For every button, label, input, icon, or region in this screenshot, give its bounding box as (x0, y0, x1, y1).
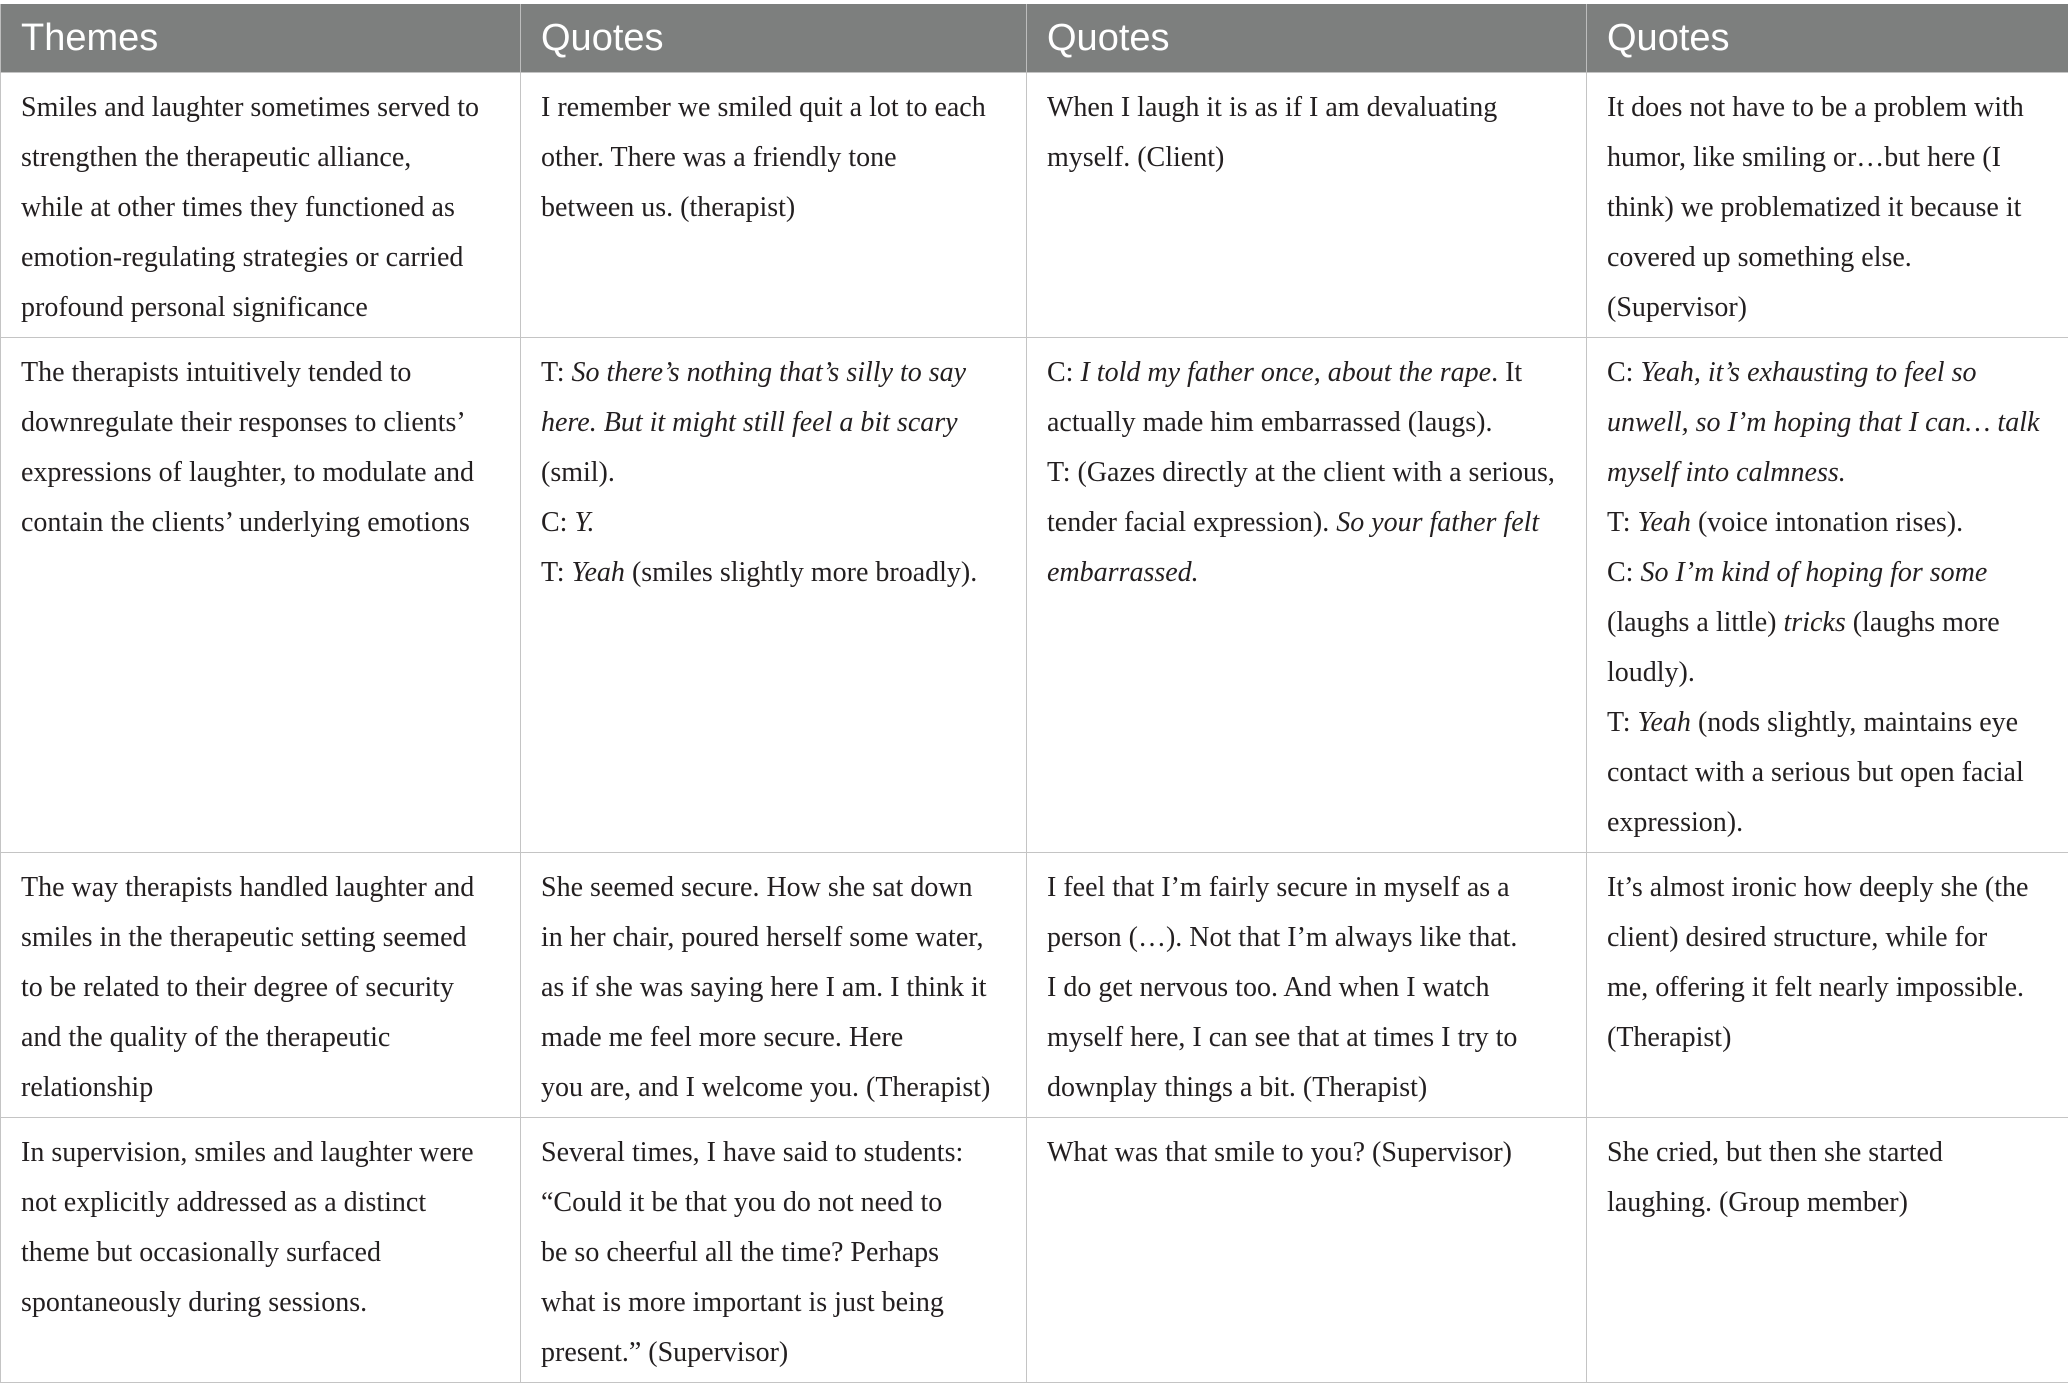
text-segment: downplay things a bit. (Therapist) (1047, 1072, 1428, 1103)
text-segment: think) we problematized it because it (1607, 192, 2022, 223)
text-line (541, 448, 1006, 498)
text-line (1607, 83, 2048, 133)
text-line (541, 963, 1006, 1013)
text-line (541, 1178, 1006, 1228)
text-line (1607, 748, 2048, 798)
italic-text: here. But it might still feel a bit scary (541, 407, 958, 438)
text-segment: while at other times they functioned as (21, 192, 455, 223)
text-segment: client) desired structure, while for (1607, 922, 1988, 953)
text-line (541, 83, 1006, 133)
text-segment: C: (1047, 357, 1081, 388)
text-line (21, 498, 500, 548)
quotes-table-container (0, 4, 2068, 1383)
text-line (21, 283, 500, 333)
text-segment: (smiles slightly more broadly). (624, 557, 978, 588)
text-segment: (voice intonation rises). (1690, 507, 1964, 538)
text-segment: T: (541, 357, 572, 388)
italic-text: Yeah (571, 557, 625, 588)
text-line (21, 863, 500, 913)
text-line (1047, 863, 1566, 913)
italic-text: unwell, so I’m hoping that I can… talk (1607, 407, 2040, 438)
text-segment: I feel that I’m fairly secure in myself as a (1047, 872, 1510, 903)
quote-cell (1587, 853, 2068, 1118)
text-segment: T: (1607, 707, 1638, 738)
text-segment: myself. (Client) (1047, 142, 1225, 173)
text-line (541, 498, 1006, 548)
text-line (1047, 348, 1566, 398)
text-line (21, 1278, 500, 1328)
quote-cell (1587, 338, 2068, 853)
text-line (541, 913, 1006, 963)
text-segment: “Could it be that you do not need to (541, 1187, 943, 1218)
table-row (1, 1118, 2068, 1383)
quote-cell (521, 1118, 1027, 1383)
table-header (1, 4, 2068, 73)
text-segment: The way therapists handled laughter and (21, 872, 475, 903)
italic-text: Yeah (1637, 507, 1691, 538)
text-line (1607, 348, 2048, 398)
text-line (21, 1178, 500, 1228)
text-segment: I do get nervous too. And when I watch (1047, 972, 1490, 1003)
text-line (541, 398, 1006, 448)
text-line (21, 963, 500, 1013)
text-line (21, 133, 500, 183)
quote-cell (1027, 853, 1587, 1118)
text-line (21, 183, 500, 233)
text-line (541, 133, 1006, 183)
italic-text: So your father felt (1336, 507, 1540, 538)
text-line (1047, 133, 1566, 183)
text-segment: laughing. (Group member) (1607, 1187, 1908, 1218)
text-line (1047, 1013, 1566, 1063)
header-quotes-1: Quotes (521, 4, 1027, 73)
text-segment: C: (541, 507, 575, 538)
text-line (21, 83, 500, 133)
text-line (541, 1328, 1006, 1378)
table-row (1, 73, 2068, 338)
italic-text: Yeah, it’s exhausting to feel so (1640, 357, 1977, 388)
text-segment: . It (1491, 357, 1523, 388)
text-line (1607, 448, 2048, 498)
text-segment: what is more important is just being (541, 1287, 944, 1318)
text-line (21, 913, 500, 963)
text-segment: What was that smile to you? (Supervisor) (1047, 1137, 1513, 1168)
text-segment: loudly). (1607, 657, 1695, 688)
quote-cell (521, 338, 1027, 853)
text-segment: myself here, I can see that at times I try to (1047, 1022, 1518, 1053)
text-segment: emotion-regulating strategies or carried (21, 242, 464, 273)
text-segment: present.” (Supervisor) (541, 1337, 789, 1368)
text-segment: theme but occasionally surfaced (21, 1237, 381, 1268)
text-segment: strengthen the therapeutic alliance, (21, 142, 412, 173)
text-line (1607, 1013, 2048, 1063)
text-line (1047, 448, 1566, 498)
text-segment: C: (1607, 557, 1641, 588)
text-line (1607, 398, 2048, 448)
text-segment: tender facial expression). (1047, 507, 1337, 538)
text-line (1607, 698, 2048, 748)
text-segment: (laughs a little) (1607, 607, 1784, 638)
text-line (21, 1228, 500, 1278)
text-segment: expressions of laughter, to modulate and (21, 457, 474, 488)
text-segment: not explicitly addressed as a distinct (21, 1187, 427, 1218)
text-line (1047, 963, 1566, 1013)
quote-cell (521, 73, 1027, 338)
text-segment: be so cheerful all the time? Perhaps (541, 1237, 940, 1268)
text-line (1607, 498, 2048, 548)
text-line (541, 348, 1006, 398)
theme-cell (1, 338, 521, 853)
header-quotes-3: Quotes (1587, 4, 2068, 73)
text-segment: C: (1607, 357, 1641, 388)
text-line (541, 1278, 1006, 1328)
text-segment: (Supervisor) (1607, 292, 1747, 323)
quote-cell (1027, 338, 1587, 853)
text-segment: me, offering it felt nearly impossible. (1607, 972, 2025, 1003)
text-line (21, 348, 500, 398)
text-line (1607, 283, 2048, 333)
text-line (1047, 548, 1566, 598)
italic-text: myself into calmness. (1607, 457, 1846, 488)
text-segment: contact with a serious but open facial (1607, 757, 2024, 788)
text-segment: made me feel more secure. Here (541, 1022, 904, 1053)
text-segment: T: (541, 557, 572, 588)
italic-text: embarrassed. (1047, 557, 1199, 588)
themes-quotes-table (0, 4, 2068, 1383)
text-segment: Several times, I have said to students: (541, 1137, 964, 1168)
text-line (541, 1128, 1006, 1178)
text-segment: as if she was saying here I am. I think it (541, 972, 987, 1003)
text-line (21, 233, 500, 283)
text-line (541, 548, 1006, 598)
text-line (21, 1128, 500, 1178)
text-segment: covered up something else. (1607, 242, 1912, 273)
text-segment: relationship (21, 1072, 154, 1103)
text-line (1607, 133, 2048, 183)
text-segment: T: (1607, 507, 1638, 538)
text-segment: profound personal significance (21, 292, 368, 323)
text-line (1607, 1128, 2048, 1178)
text-segment: spontaneously during sessions. (21, 1287, 368, 1318)
italic-text: Yeah (1637, 707, 1691, 738)
text-line (1047, 498, 1566, 548)
text-segment: When I laugh it is as if I am devaluating (1047, 92, 1498, 123)
text-segment: It does not have to be a problem with (1607, 92, 2024, 123)
text-segment: Smiles and laughter sometimes served to (21, 92, 480, 123)
text-line (1607, 233, 2048, 283)
text-line (1047, 913, 1566, 963)
text-segment: She cried, but then she started (1607, 1137, 1943, 1168)
text-line (21, 398, 500, 448)
text-line (1047, 1063, 1566, 1113)
text-segment: expression). (1607, 807, 1744, 838)
text-segment: (nods slightly, maintains eye (1690, 707, 2019, 738)
italic-text: So there’s nothing that’s silly to say (571, 357, 967, 388)
text-segment: (laughs more (1845, 607, 2000, 638)
text-line (1607, 863, 2048, 913)
text-segment: In supervision, smiles and laughter were (21, 1137, 474, 1168)
quote-cell (1027, 1118, 1587, 1383)
text-line (1607, 648, 2048, 698)
text-line (1047, 83, 1566, 133)
text-segment: I remember we smiled quit a lot to each (541, 92, 986, 123)
text-line (1047, 1128, 1566, 1178)
text-segment: She seemed secure. How she sat down (541, 872, 973, 903)
quote-cell (521, 853, 1027, 1118)
text-line (21, 448, 500, 498)
theme-cell (1, 73, 521, 338)
text-segment: T: (Gazes directly at the client with a serious, (1047, 457, 1555, 488)
text-segment: humor, like smiling or…but here (I (1607, 142, 2001, 173)
text-segment: and the quality of the therapeutic (21, 1022, 391, 1053)
header-quotes-2: Quotes (1027, 4, 1587, 73)
text-line (1607, 963, 2048, 1013)
text-segment: other. There was a friendly tone (541, 142, 897, 173)
table-row (1, 338, 2068, 853)
text-line (1607, 183, 2048, 233)
quote-cell (1587, 1118, 2068, 1383)
text-line (541, 1063, 1006, 1113)
text-line (21, 1013, 500, 1063)
text-line (1607, 1178, 2048, 1228)
text-segment: (Therapist) (1607, 1022, 1732, 1053)
text-segment: It’s almost ironic how deeply she (the (1607, 872, 2029, 903)
text-segment: The therapists intuitively tended to (21, 357, 412, 388)
text-line (21, 1063, 500, 1113)
quote-cell (1587, 73, 2068, 338)
text-line (1607, 913, 2048, 963)
italic-text: tricks (1783, 607, 1846, 638)
text-segment: smiles in the therapeutic setting seemed (21, 922, 467, 953)
text-line (1607, 798, 2048, 848)
text-segment: downregulate their responses to clients’ (21, 407, 466, 438)
text-line (541, 1013, 1006, 1063)
text-line (541, 863, 1006, 913)
text-line (541, 183, 1006, 233)
text-segment: contain the clients’ underlying emotions (21, 507, 470, 538)
text-line (1607, 598, 2048, 648)
text-line (1607, 548, 2048, 598)
header-row (1, 4, 2068, 73)
text-segment: between us. (therapist) (541, 192, 796, 223)
text-segment: you are, and I welcome you. (Therapist) (541, 1072, 991, 1103)
header-themes: Themes (1, 4, 521, 73)
italic-text: I told my father once, about the rape (1080, 357, 1492, 388)
theme-cell (1, 1118, 521, 1383)
text-segment: actually made him embarrassed (laugs). (1047, 407, 1493, 438)
table-body (1, 73, 2068, 1383)
quote-cell (1027, 73, 1587, 338)
text-line (541, 1228, 1006, 1278)
text-segment: in her chair, poured herself some water, (541, 922, 984, 953)
table-row (1, 853, 2068, 1118)
text-segment: (smil). (541, 457, 615, 488)
italic-text: Y. (574, 507, 595, 538)
italic-text: So I’m kind of hoping for some (1640, 557, 1988, 588)
text-line (1047, 398, 1566, 448)
theme-cell (1, 853, 521, 1118)
text-segment: to be related to their degree of security (21, 972, 455, 1003)
text-segment: person (…). Not that I’m always like that. (1047, 922, 1518, 953)
